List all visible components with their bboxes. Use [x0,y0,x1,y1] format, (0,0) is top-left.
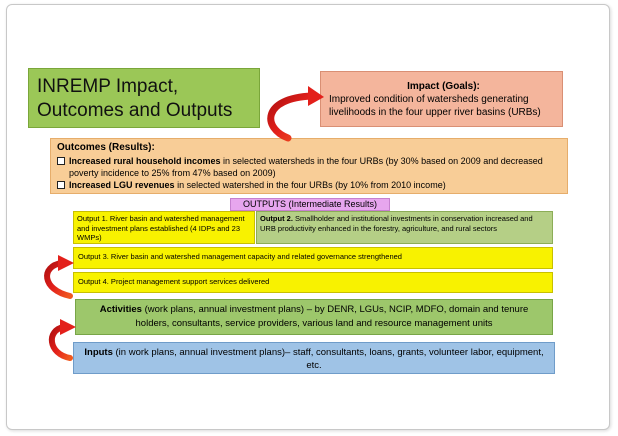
outcome-text: in selected watersheds in the four URBs (by 30% based on 2009 and decreased poverty incidence to 25% from 47% based on 2009) [69,156,543,178]
outcome-bold: Increased rural household incomes [69,156,221,166]
inputs-heading: Inputs [84,347,113,358]
outcome-bold: Increased LGU revenues [69,180,175,190]
output-2-text: Smallholder and institutional investments in conservation increased and URB productivity enhanced in the forestry, agriculture, and rural sectors [260,214,533,233]
title-line-1: INREMP Impact, [37,76,179,97]
output-3-box: Output 3. River basin and watershed management capacity and related governance strengthened [73,247,553,269]
curved-arrow-icon [52,319,76,358]
outputs-label: OUTPUTS (Intermediate Results) [230,198,390,211]
activities-text: (work plans, annual investment plans) – by DENR, LGUs, NCIP, MDFO, domain and tenure holders, consultants, service providers, various land and resource management units [135,304,529,329]
output-1-box: Output 1. River basin and watershed management and investment plans established (4 IDPs and 23 WMPs) [73,211,255,244]
output-4-box: Output 4. Project management support services delivered [73,272,553,293]
outcome-text: in selected watershed in the four URBs (by 10% from 2010 income) [174,180,446,190]
outcomes-heading: Outcomes (Results): [57,142,155,153]
curved-arrow-icon [271,86,324,138]
curved-arrow-icon [47,255,74,296]
impact-text: Improved condition of watersheds generating livelihoods in the four upper river basins (URBs) [329,94,541,118]
title-line-2: Outcomes and Outputs [37,100,233,121]
impact-heading: Impact (Goals): [407,81,480,92]
activities-heading: Activities [99,304,142,315]
inputs-text: (in work plans, annual investment plans)– staff, consultants, loans, grants, volunteer labor, equipment, etc. [112,347,544,371]
output-2-heading: Output 2. [260,214,293,223]
